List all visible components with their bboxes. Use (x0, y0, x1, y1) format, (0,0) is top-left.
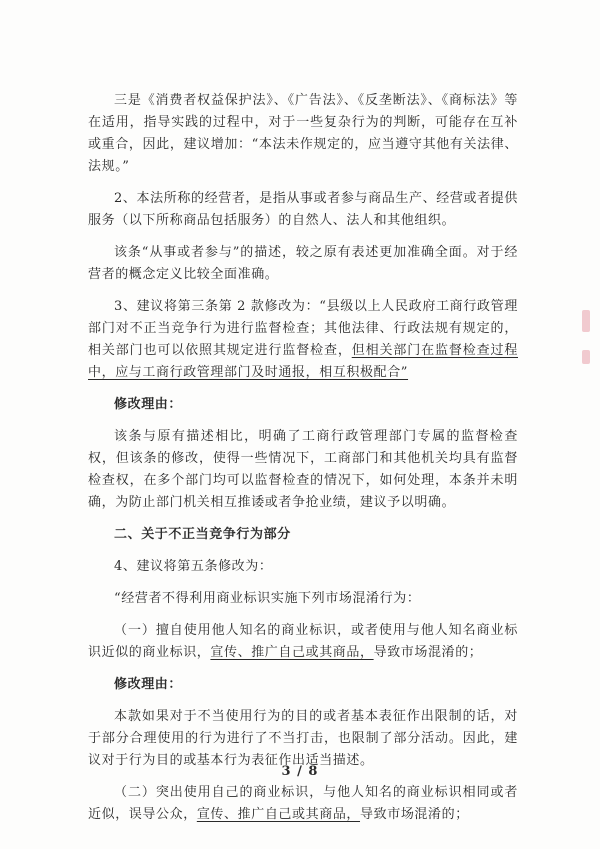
paragraph-text: 本款如果对于不当使用行为的目的或者基本表征作出限制的话，对于部分合理使用的行为进行了不当打击，也限制了部分活动。因此，建议对于行为目的或基本行为表征作出适当描述。 (88, 709, 518, 768)
paragraph-item-one (88, 620, 518, 664)
paragraph-text: “经营者不得利用商业标识实施下列市场混淆行为： (114, 591, 421, 606)
section-heading-reason (88, 674, 518, 696)
paragraph-related-laws (88, 90, 518, 178)
paragraph-text: 3、建议将第三条第 2 款修改为：“县级以上人民政府工商行政管理部门对不正当竞争行为进行监督检查；其他法律、行政法规有规定的，相关部门也可以依照其规定进行监督检查， (88, 299, 518, 358)
seal-edge-mark (582, 350, 590, 364)
paragraph-text: 导致市场混淆的； (360, 807, 469, 822)
paragraph-text: 该条“从事或者参与”的描述，较之原有表述更加准确全面。对于经营者的概念定义比较全面准确。 (88, 245, 518, 282)
underlined-text: 宣传、推广自己或其商品， (210, 645, 374, 660)
paragraph-operator-comment (88, 242, 518, 286)
paragraph-text: （一）擅自使用他人知名的商业标识，或者使用与他人知名商业标识近似的商业标识， (88, 623, 518, 660)
heading-text: 修改理由： (114, 677, 183, 692)
paragraph-text: 4、建议将第五条修改为： (114, 559, 273, 574)
document-body (88, 90, 518, 836)
paragraph-reason-two (88, 706, 518, 772)
paragraph-operator-definition (88, 188, 518, 232)
page-number: 3 / 8 (281, 764, 319, 779)
paragraph-text: 导致市场混淆的； (373, 645, 483, 660)
paragraph-text: 该条与原有描述相比，明确了工商行政管理部门专属的监督检查权，但该条的修改，使得一些情况下，工商部门和其他机关均具有监督检查权，在多个部门均可以监督检查的情况下，如何处理，本条并未明确，为防止部门机关相互推诿或者争抢业绩，建议予以明确。 (88, 429, 518, 510)
paragraph-article-five-quote (88, 588, 518, 610)
paragraph-article-three-proposal (88, 296, 518, 384)
section-heading-reason (88, 394, 518, 416)
paragraph-text: （二）突出使用自己的商业标识，与他人知名的商业标识相同或者近似，误导公众， (88, 785, 518, 822)
paragraph-text: 2、本法所称的经营者，是指从事或者参与商品生产、经营或者提供服务（以下所称商品包括服务）的自然人、法人和其他组织。 (88, 191, 518, 228)
paragraph-article-five-proposal (88, 556, 518, 578)
seal-edge-mark (582, 310, 590, 332)
heading-text: 修改理由： (114, 397, 183, 412)
paragraph-reason-one (88, 426, 518, 514)
section-heading-unfair-competition (88, 524, 518, 546)
paragraph-item-two (88, 782, 518, 826)
paragraph-text: 三是《消费者权益保护法》、《广告法》、《反垄断法》、《商标法》等在适用，指导实践的过程中，对于一些复杂行为的判断，可能存在互补或重合，因此，建议增加：“本法未作规定的，应当遵守其他有关法律、法规。” (88, 93, 518, 174)
underlined-text: 宣传、推广自己或其商品， (196, 807, 361, 822)
heading-text: 二、关于不正当竞争行为部分 (114, 527, 291, 542)
underlined-text: 但相关部门在监督检查过程中，应与工商行政管理部门及时通报，相互积极配合” (88, 343, 518, 380)
